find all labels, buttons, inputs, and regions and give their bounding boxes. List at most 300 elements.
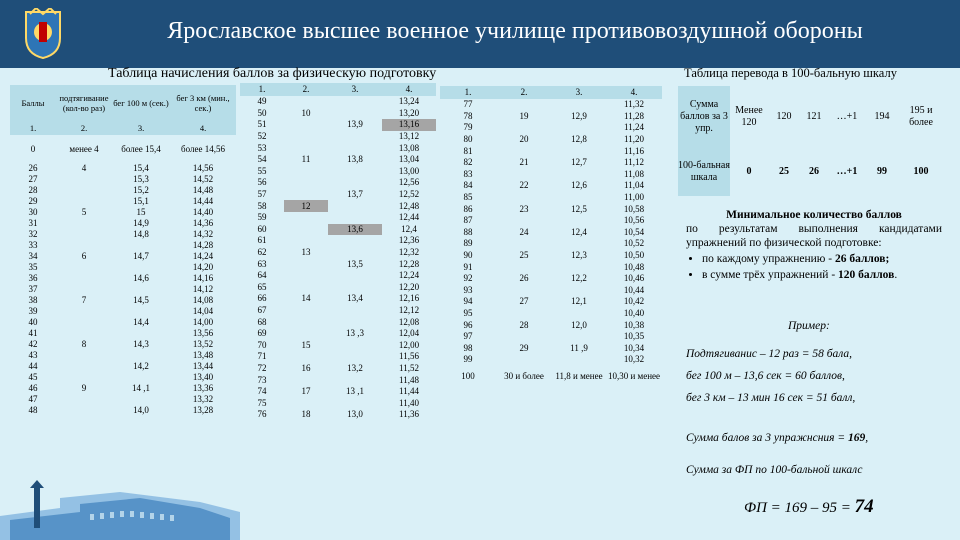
table-cell	[328, 397, 382, 409]
coat-of-arms-icon	[22, 8, 64, 60]
table-cell: 10	[301, 107, 311, 118]
table-cell: 14,52	[192, 174, 214, 184]
table-cell	[56, 229, 112, 240]
table-row	[10, 163, 236, 174]
score-table-2	[240, 83, 436, 421]
table-cell: 12,20	[398, 281, 420, 292]
table-cell	[56, 405, 112, 416]
table-cell: 10,44	[623, 284, 645, 295]
example-line: Подтягиванис – 12 раз = 58 бала,	[686, 348, 853, 360]
table-cell: 14	[301, 293, 311, 304]
table-cell: 89	[463, 238, 473, 249]
table-cell: 12	[284, 200, 328, 212]
table-cell	[328, 270, 382, 282]
table-cell: 13,56	[192, 328, 214, 338]
table-cell: 13,4	[347, 293, 363, 304]
table-cell: 11	[301, 154, 311, 165]
table-row	[240, 328, 436, 340]
table-row	[10, 361, 236, 372]
table-cell: 28	[28, 185, 38, 195]
table-cell: 13,32	[192, 394, 214, 404]
table-cell: 12,9	[571, 110, 587, 121]
table-cell	[284, 258, 328, 270]
table-cell: 69	[257, 328, 267, 339]
table-cell: 83	[463, 168, 473, 179]
table-cell: 13,12	[398, 131, 420, 142]
table-row	[10, 262, 236, 273]
table-cell: 42	[28, 339, 38, 349]
table-cell: 21	[519, 157, 529, 168]
table-cell: 100	[461, 371, 475, 382]
table-cell	[328, 200, 382, 212]
table-cell: 91	[463, 261, 473, 272]
table-cell: 10,50	[623, 250, 645, 261]
table-cell: 13,44	[192, 361, 214, 371]
table-cell: 81	[463, 145, 473, 156]
table-cell: 11,24	[624, 122, 644, 133]
table-row	[240, 154, 436, 166]
table-cell	[552, 122, 606, 134]
table-cell: 62	[257, 247, 267, 258]
table-cell: 33	[28, 240, 38, 250]
table-cell: 14,32	[192, 229, 214, 239]
table-row	[440, 157, 662, 169]
table-cell: 12,48	[398, 200, 420, 211]
table-row	[440, 192, 662, 204]
table-cell: 38	[28, 295, 38, 305]
table-cell: 11,00	[624, 192, 644, 203]
table-cell	[328, 96, 382, 108]
table-row	[240, 293, 436, 305]
table-cell: 97	[463, 331, 473, 342]
table-row	[440, 319, 662, 331]
table-row	[10, 229, 236, 240]
table-cell: 14,08	[192, 295, 214, 305]
table-cell: 14,36	[192, 218, 214, 228]
table-row	[240, 166, 436, 178]
score-table-3	[440, 86, 662, 388]
table-cell: 99	[463, 354, 473, 365]
table-cell	[328, 212, 382, 224]
table-3-body	[440, 99, 662, 388]
table-cell: 30 и более	[504, 371, 544, 382]
table-cell: 12,00	[398, 339, 420, 350]
header-points: Баллы	[10, 85, 56, 121]
score-table-1	[10, 85, 236, 416]
table-cell	[496, 331, 552, 343]
table-cell: 13,36	[192, 383, 214, 393]
table-cell	[112, 306, 170, 317]
col-num: 3.	[328, 83, 382, 96]
table-cell: 27	[519, 296, 529, 307]
table-row	[440, 145, 662, 157]
table-cell	[328, 316, 382, 328]
table-cell	[328, 177, 382, 189]
table-cell: 26	[28, 163, 38, 173]
table-cell	[496, 238, 552, 250]
table-cell	[552, 261, 606, 273]
table-cell: 12,24	[398, 270, 420, 281]
table-cell: 14,2	[133, 361, 149, 371]
table-cell: 20	[519, 134, 529, 145]
rule-list	[686, 252, 942, 282]
table-cell: 43	[28, 350, 38, 360]
table-cell: 63	[257, 258, 267, 269]
table-cell: 14,7	[133, 251, 149, 261]
table-cell: 12,56	[398, 177, 420, 188]
table-row	[240, 224, 436, 236]
table-cell	[56, 328, 112, 339]
table-cell	[284, 166, 328, 178]
conversion-sum-label: Сумма баллов за 3 упр.	[678, 86, 730, 148]
table-cell: 49	[257, 96, 267, 107]
table-cell: 10,30 и менее	[607, 371, 661, 382]
table-cell: 35	[28, 262, 38, 272]
table-row	[440, 215, 662, 227]
table-row	[440, 261, 662, 273]
table-row	[240, 351, 436, 363]
table-cell: 5	[81, 207, 87, 217]
table-cell	[552, 145, 606, 157]
table-cell	[56, 262, 112, 273]
table-cell: 11,48	[399, 374, 419, 385]
table-row	[10, 240, 236, 251]
table-row	[240, 247, 436, 259]
table-cell: 10,58	[623, 203, 645, 214]
table-cell: 29	[519, 342, 529, 353]
table-cell: 14,24	[192, 251, 214, 261]
table-cell: 0	[30, 143, 36, 154]
table-cell: 58	[257, 200, 267, 211]
table-cell: менее 4	[69, 143, 99, 154]
rule-item-value: 26 баллов;	[834, 253, 890, 265]
table-row	[440, 122, 662, 134]
table-cell: 13,0	[347, 409, 363, 420]
table-row	[440, 331, 662, 343]
table-cell: 12,32	[398, 247, 420, 258]
table-cell: 55	[257, 165, 267, 176]
table-cell: 9	[81, 383, 87, 393]
table-cell: 85	[463, 192, 473, 203]
table-cell: 14,8	[133, 229, 149, 239]
table-cell	[328, 305, 382, 317]
page-title: Ярославское высшее военное училище противовоздушной обороны	[167, 18, 863, 44]
table-cell: 22	[519, 180, 529, 191]
table-row	[10, 295, 236, 306]
table-cell: 12,04	[398, 328, 420, 339]
table-cell: 12,2	[571, 273, 587, 284]
table-cell: 13,16	[382, 119, 436, 131]
table-cell: 18	[301, 409, 311, 420]
table-cell: 12,08	[398, 316, 420, 327]
table-row	[240, 386, 436, 398]
table-row	[10, 196, 236, 207]
table-cell	[496, 261, 552, 273]
table-cell: 12,0	[571, 319, 587, 330]
right-table-title: Таблица перевода в 100-бальную шкалу	[684, 66, 897, 80]
table-cell: 88	[463, 226, 473, 237]
col-num: 4.	[382, 83, 436, 96]
table-cell: 14,3	[133, 339, 149, 349]
table-cell: 26	[519, 273, 529, 284]
conversion-cell: …+1	[836, 166, 858, 177]
table-cell	[552, 238, 606, 250]
minimum-score-rule	[686, 208, 942, 284]
table-cell: 12,3	[571, 250, 587, 261]
table-cell: 15,2	[133, 185, 149, 195]
table-row	[440, 134, 662, 146]
table-cell: 25	[519, 250, 529, 261]
table-row	[240, 397, 436, 409]
table-cell	[552, 99, 606, 111]
table-cell: 14,5	[133, 295, 149, 305]
table-row	[440, 366, 662, 388]
table-cell	[496, 99, 552, 111]
table-cell: 31	[28, 218, 38, 228]
table-row	[10, 350, 236, 361]
table-cell: 12,8	[571, 134, 587, 145]
table-cell	[56, 196, 112, 207]
table-cell	[496, 192, 552, 204]
table-cell: 14,00	[192, 317, 214, 327]
table-cell: 12,4	[571, 226, 587, 237]
table-cell: 12,4	[401, 223, 417, 234]
table-cell	[56, 394, 112, 405]
academy-building-illustration	[0, 478, 240, 540]
table-cell	[496, 215, 552, 227]
table-cell	[552, 215, 606, 227]
table-row	[440, 296, 662, 308]
table-cell	[284, 131, 328, 143]
table-cell: 11,8 и менее	[555, 371, 603, 382]
rule-item-text: по каждому упражнению -	[702, 253, 833, 265]
table-row	[10, 328, 236, 339]
col-num: 1.	[440, 86, 496, 99]
conversion-cell: 120	[776, 111, 792, 122]
table-cell	[328, 282, 382, 294]
table-cell: 60	[257, 223, 267, 234]
table-cell: 13,8	[347, 154, 363, 165]
table-cell	[284, 397, 328, 409]
table-row	[240, 96, 436, 108]
table-cell: 10,32	[623, 354, 645, 365]
table-cell: 14 ,1	[132, 383, 150, 393]
table-cell: 47	[28, 394, 38, 404]
header-bar	[0, 0, 960, 68]
table-cell: 10,34	[623, 342, 645, 353]
conversion-cell: 194	[874, 111, 890, 122]
table-cell: 64	[257, 270, 267, 281]
table-row	[10, 306, 236, 317]
table-row	[240, 270, 436, 282]
rule-text: по результатам выполнения кандидатами упражнений по физической подготовке:	[686, 223, 942, 249]
table-cell: 16	[301, 362, 311, 373]
list-item	[702, 268, 942, 282]
table-row	[240, 131, 436, 143]
table-cell: 75	[257, 397, 267, 408]
table-cell: 12,36	[398, 235, 420, 246]
conversion-table	[678, 86, 944, 196]
table-cell	[284, 142, 328, 154]
table-cell	[284, 189, 328, 201]
table-cell: 14,6	[133, 273, 149, 283]
table-cell: 12,7	[571, 157, 587, 168]
table-row	[10, 394, 236, 405]
table-cell: 13,20	[398, 107, 420, 118]
table-row	[10, 174, 236, 185]
table-cell: 10,56	[623, 215, 645, 226]
table-row	[10, 185, 236, 196]
table-cell: 11,28	[624, 110, 644, 121]
table-cell: 14,20	[192, 262, 214, 272]
table-cell: 76	[257, 409, 267, 420]
table-row	[10, 383, 236, 394]
table-cell: 10,46	[623, 273, 645, 284]
table-cell: 59	[257, 212, 267, 223]
table-cell: 34	[28, 251, 38, 261]
example-line: бег 100 м – 13,6 сек = 60 баллов,	[686, 370, 845, 382]
table-cell: 84	[463, 180, 473, 191]
table-cell: 12,12	[398, 304, 420, 315]
table-row	[240, 177, 436, 189]
table-cell: 95	[463, 307, 473, 318]
example-line	[686, 432, 868, 444]
table-cell: 10,54	[623, 226, 645, 237]
table-cell: 23	[519, 203, 529, 214]
table-row	[440, 273, 662, 285]
table-cell: 10,35	[623, 331, 645, 342]
table-cell	[496, 354, 552, 366]
table-cell	[328, 374, 382, 386]
table-row	[10, 339, 236, 350]
table-cell: 14,16	[192, 273, 214, 283]
table-row	[240, 305, 436, 317]
table-cell: 19	[519, 110, 529, 121]
example-line: бег 3 км – 13 мин 16 сек = 51 балл,	[686, 392, 856, 404]
table-cell: 67	[257, 304, 267, 315]
table-cell: 13 ,3	[346, 328, 364, 339]
table-cell: 11,52	[399, 362, 419, 373]
table-cell: 14,28	[192, 240, 214, 250]
table-cell	[112, 328, 170, 339]
table-cell: 27	[28, 174, 38, 184]
table-cell: 10,40	[623, 307, 645, 318]
table-cell	[56, 372, 112, 383]
table-cell: 12,16	[398, 293, 420, 304]
rule-item-text: в сумме трёх упражнений -	[702, 269, 836, 281]
table-row	[440, 354, 662, 366]
table-row	[240, 282, 436, 294]
table-cell: 51	[257, 119, 267, 130]
table-cell	[496, 145, 552, 157]
example-text: ФП = 169 – 95 =	[744, 500, 855, 516]
table-cell: 14,12	[192, 284, 214, 294]
table-cell: 11,44	[399, 386, 419, 397]
table-cell: 13,5	[347, 258, 363, 269]
table-cell	[284, 119, 328, 131]
table-row	[10, 273, 236, 284]
table-cell: 11,16	[624, 145, 644, 156]
table-1-body	[10, 135, 236, 416]
table-cell	[328, 235, 382, 247]
table-cell: 13,2	[347, 362, 363, 373]
example-value: 169	[848, 432, 866, 444]
table-cell: 94	[463, 296, 473, 307]
table-cell: 11,08	[624, 168, 644, 179]
table-cell	[284, 374, 328, 386]
table-cell: 13,48	[192, 350, 214, 360]
example-result	[744, 496, 874, 518]
table-cell	[284, 235, 328, 247]
header-run100: бег 100 м (сек.)	[112, 85, 170, 121]
table-cell: 96	[463, 319, 473, 330]
table-cell: 86	[463, 203, 473, 214]
table-cell	[56, 240, 112, 251]
table-cell	[56, 185, 112, 196]
table-cell	[56, 306, 112, 317]
table-cell	[284, 351, 328, 363]
table-row	[440, 285, 662, 297]
table-cell: 12,1	[571, 296, 587, 307]
table-row	[440, 308, 662, 320]
table-cell: 14,4	[133, 317, 149, 327]
table-row	[10, 317, 236, 328]
table-cell: 68	[257, 316, 267, 327]
table-cell: 14,44	[192, 196, 214, 206]
table-cell	[56, 273, 112, 284]
conversion-cell: 100	[913, 166, 929, 177]
table-cell: 14,04	[192, 306, 214, 316]
table-row	[440, 203, 662, 215]
table-row	[240, 363, 436, 375]
table-cell	[328, 131, 382, 143]
table-cell	[328, 166, 382, 178]
table-cell: 13	[301, 247, 311, 258]
table-cell: 46	[28, 383, 38, 393]
table-cell: 65	[257, 281, 267, 292]
table-cell: 24	[519, 226, 529, 237]
table-cell: 52	[257, 131, 267, 142]
conversion-cell: …+1	[836, 111, 858, 122]
table-cell: 11,40	[399, 397, 419, 408]
table-row	[240, 339, 436, 351]
table-cell: 14,48	[192, 185, 214, 195]
table-cell: 15	[301, 339, 311, 350]
table-row	[10, 218, 236, 229]
table-cell: 13,40	[192, 372, 214, 382]
table-row	[440, 111, 662, 123]
table-cell	[496, 285, 552, 297]
table-cell: 50	[257, 107, 267, 118]
conversion-cell: 25	[779, 166, 789, 177]
table-cell: 11 ,9	[570, 342, 588, 353]
table-cell: 8	[81, 339, 87, 349]
table-cell: 44	[28, 361, 38, 371]
table-row	[440, 180, 662, 192]
table-cell	[284, 316, 328, 328]
table-cell: 10,38	[623, 319, 645, 330]
table-cell: 13,08	[398, 142, 420, 153]
conversion-cell: 26	[809, 166, 819, 177]
col-num: 2.	[496, 86, 552, 99]
table-cell: 14,56	[192, 163, 214, 173]
table-row	[440, 238, 662, 250]
table-cell	[552, 354, 606, 366]
example-text: Сумма балов за 3 упражнсния =	[686, 432, 849, 444]
table-row	[440, 99, 662, 111]
col-num: 2.	[56, 121, 112, 135]
table-cell	[328, 351, 382, 363]
